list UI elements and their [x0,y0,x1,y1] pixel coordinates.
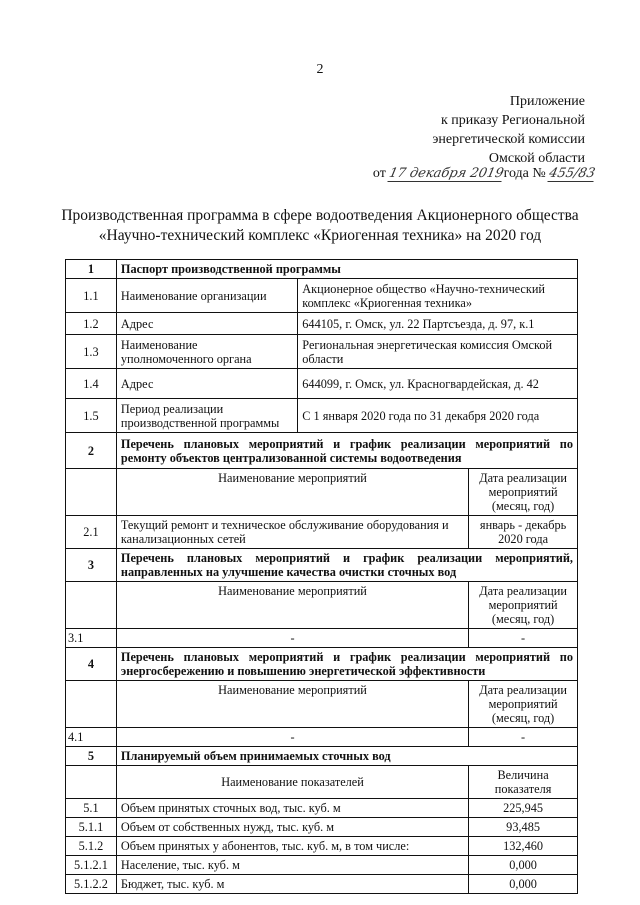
row-number: 4.1 [66,728,117,747]
row-value: С 1 января 2020 года по 31 декабря 2020 года [298,399,578,433]
column-header [66,469,578,516]
appendix-header [432,92,585,168]
row-name: Объем от собственных нужд, тыс. куб. м [116,818,468,837]
row-number: 1.2 [66,313,117,335]
table-row [66,369,578,399]
section-number: 2 [66,433,117,469]
column-header-name: Наименование показателей [116,766,468,799]
page-number: 2 [316,62,324,77]
row-number: 5.1.2 [66,837,117,856]
row-name: - [116,629,468,648]
table-row [66,799,578,818]
table-row [66,629,578,648]
row-label: Период реализации производственной программы [116,399,297,433]
table-row [66,875,578,894]
row-number: 1.3 [66,335,117,369]
row-value: 225,945 [469,799,578,818]
section-title: Паспорт производственной программы [116,260,577,279]
section-header [66,648,578,681]
table-row [66,335,578,369]
table-row [66,516,578,549]
appendix-line: Приложение [509,94,585,109]
appendix-line: к приказу Региональной [440,113,585,128]
empty-cell [66,582,117,629]
row-number: 5.1.2.1 [66,856,117,875]
row-name: Текущий ремонт и техническое обслуживание оборудования и канализационных сетей [116,516,468,549]
column-header [66,766,578,799]
row-value: Акционерное общество «Научно-технический комплекс «Криогенная техника» [298,279,578,313]
column-header-value: Величина показателя [469,766,578,799]
column-header [66,582,578,629]
appendix-line: Омской области [488,151,585,166]
section-number: 4 [66,648,117,681]
row-date: - [469,629,578,648]
table-row [66,818,578,837]
column-header-date: Дата реализации мероприятий (месяц, год) [469,469,578,516]
row-number: 5.1 [66,799,117,818]
column-header-name: Наименование мероприятий [116,582,468,629]
section-header [66,260,578,279]
order-line [373,166,595,182]
column-header-name: Наименование мероприятий [116,469,468,516]
row-number: 2.1 [66,516,117,549]
row-name: Объем принятых сточных вод, тыс. куб. м [116,799,468,818]
row-number: 5.1.1 [66,818,117,837]
section-number: 5 [66,747,117,766]
row-value: 0,000 [469,856,578,875]
section-title: Планируемый объем принимаемых сточных вод [116,747,577,766]
row-date: - [469,728,578,747]
row-number: 1.1 [66,279,117,313]
empty-cell [66,766,117,799]
table-row [66,279,578,313]
appendix-line: энергетической комиссии [432,132,585,147]
row-value: 0,000 [469,875,578,894]
section-number: 1 [66,260,117,279]
section-title: Перечень плановых мероприятий и график реализации мероприятий, направленных на улучшение качества очистки сточных вод [116,549,577,582]
order-number-handwritten: 455/83 [547,166,597,181]
empty-cell [66,469,117,516]
section-header [66,747,578,766]
section-header [66,549,578,582]
table-row [66,837,578,856]
column-header-name: Наименование мероприятий [116,681,468,728]
section-title: Перечень плановых мероприятий и график реализации мероприятий по ремонту объектов централизованной системы водоотведения [116,433,577,469]
row-name: Бюджет, тыс. куб. м [116,875,468,894]
row-value: 93,485 [469,818,578,837]
order-prefix: от [372,166,386,181]
table-row [66,856,578,875]
row-date: январь - декабрь 2020 года [469,516,578,549]
row-value: 644105, г. Омск, ул. 22 Партсъезда, д. 97, к.1 [298,313,578,335]
row-label: Наименование организации [116,279,297,313]
row-name: - [116,728,468,747]
document-title [40,206,600,246]
row-value: 132,460 [469,837,578,856]
section-title: Перечень плановых мероприятий и график реализации мероприятий по энергосбережению и повышению энергетической эффективности [116,648,577,681]
table-row [66,728,578,747]
row-label: Адрес [116,313,297,335]
row-number: 1.5 [66,399,117,433]
column-header-date: Дата реализации мероприятий (месяц, год) [469,681,578,728]
row-label: Адрес [116,369,297,399]
column-header [66,681,578,728]
order-mid: года № [503,166,546,181]
row-number: 1.4 [66,369,117,399]
row-name: Объем принятых у абонентов, тыс. куб. м, в том числе: [116,837,468,856]
table-row [66,399,578,433]
order-date-handwritten: 17 декабря 2019 [387,166,506,181]
row-value: 644099, г. Омск, ул. Красногвардейская, д. 42 [298,369,578,399]
row-number: 3.1 [66,629,117,648]
title-line: «Научно-технический комплекс «Криогенная техника» на 2020 год [98,227,542,244]
section-header [66,433,578,469]
row-label: Наименование уполномоченного органа [116,335,297,369]
empty-cell [66,681,117,728]
row-name: Население, тыс. куб. м [116,856,468,875]
program-table [65,259,578,894]
section-number: 3 [66,549,117,582]
title-line: Производственная программа в сфере водоотведения Акционерного общества [61,207,579,224]
table-row [66,313,578,335]
row-number: 5.1.2.2 [66,875,117,894]
column-header-date: Дата реализации мероприятий (месяц, год) [469,582,578,629]
row-value: Региональная энергетическая комиссия Омской области [298,335,578,369]
